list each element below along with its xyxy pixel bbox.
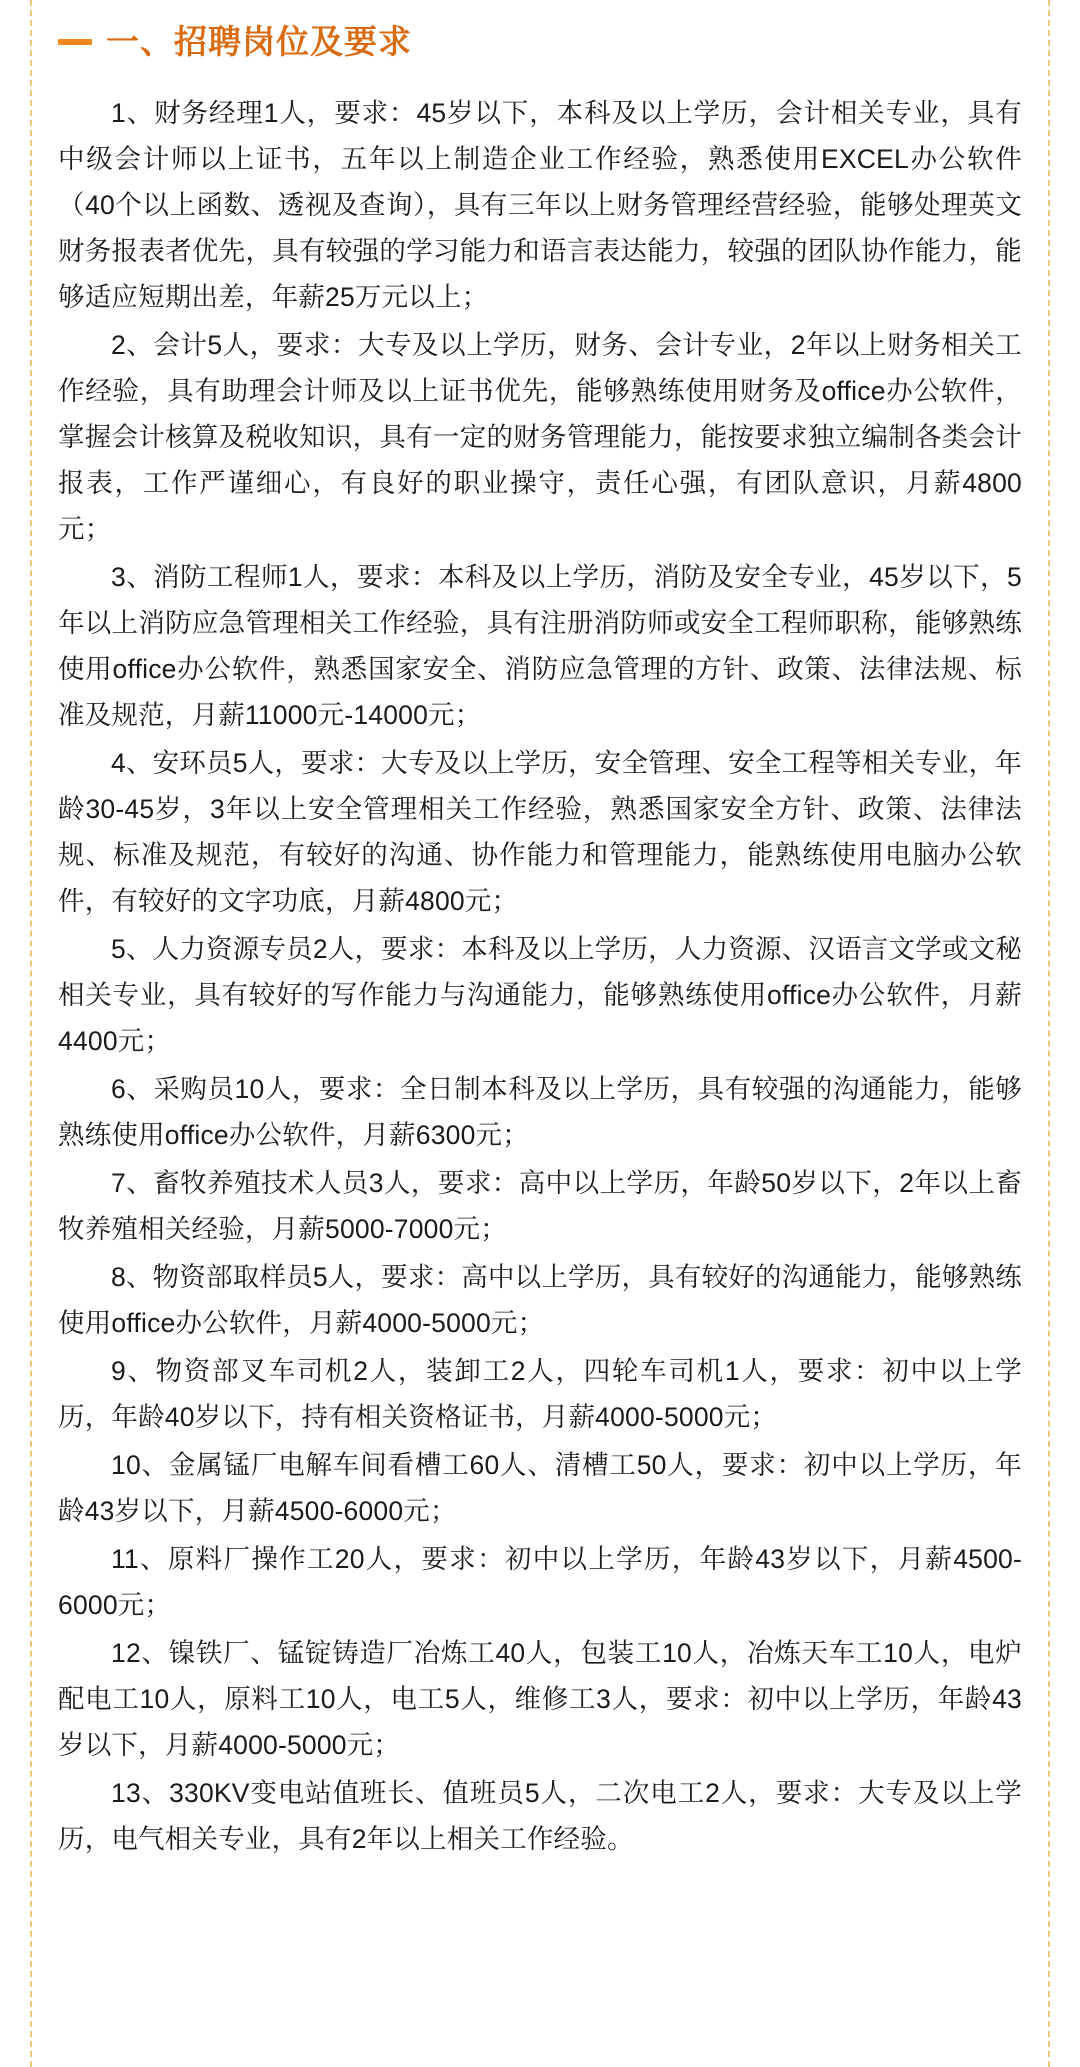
job-item: 5、人力资源专员2人，要求：本科及以上学历，人力资源、汉语言文学或文秘相关专业，具有较好的写作能力与沟通能力，能够熟练使用office办公软件，月薪4400元； bbox=[58, 933, 1022, 1056]
job-listing-body bbox=[58, 90, 1022, 1862]
job-item: 6、采购员10人，要求：全日制本科及以上学历，具有较强的沟通能力，能够熟练使用office办公软件，月薪6300元； bbox=[58, 1073, 1022, 1150]
job-item: 8、物资部取样员5人，要求：高中以上学历，具有较好的沟通能力，能够熟练使用office办公软件，月薪4000-5000元； bbox=[58, 1261, 1022, 1338]
job-item: 2、会计5人，要求：大专及以上学历，财务、会计专业，2年以上财务相关工作经验，具有助理会计师及以上证书优先，能够熟练使用财务及office办公软件，掌握会计核算及税收知识，具有一定的财务管理能力，能按要求独立编制各类会计报表，工作严谨细心，有良好的职业操守，责任心强，有团队意识，月薪4800元； bbox=[58, 329, 1022, 544]
job-item: 11、原料厂操作工20人，要求：初中以上学历，年龄43岁以下，月薪4500-6000元； bbox=[58, 1543, 1022, 1620]
job-item: 3、消防工程师1人，要求：本科及以上学历，消防及安全专业，45岁以下，5年以上消防应急管理相关工作经验，具有注册消防师或安全工程师职称，能够熟练使用office办公软件，熟悉国家安全、消防应急管理的方针、政策、法律法规、标准及规范，月薪11000元-14000元； bbox=[58, 561, 1022, 730]
job-item: 10、金属锰厂电解车间看槽工60人、清槽工50人，要求：初中以上学历，年龄43岁以下，月薪4500-6000元； bbox=[58, 1449, 1022, 1526]
job-item: 9、物资部叉车司机2人，装卸工2人，四轮车司机1人，要求：初中以上学历，年龄40岁以下，持有相关资格证书，月薪4000-5000元； bbox=[58, 1355, 1022, 1432]
job-item: 4、安环员5人，要求：大专及以上学历，安全管理、安全工程等相关专业，年龄30-45岁，3年以上安全管理相关工作经验，熟悉国家安全方针、政策、法律法规、标准及规范，有较好的沟通、协作能力和管理能力，能熟练使用电脑办公软件，有较好的文字功底，月薪4800元； bbox=[58, 747, 1022, 916]
page-title: 一、招聘岗位及要求 bbox=[106, 23, 412, 60]
job-item: 1、财务经理1人，要求：45岁以下，本科及以上学历，会计相关专业，具有中级会计师以上证书，五年以上制造企业工作经验，熟悉使用EXCEL办公软件（40个以上函数、透视及查询），具有三年以上财务管理经营经验，能够处理英文财务报表者优先，具有较强的学习能力和语言表达能力，较强的团队协作能力，能够适应短期出差，年薪25万元以上； bbox=[58, 97, 1022, 312]
job-item: 7、畜牧养殖技术人员3人，要求：高中以上学历，年龄50岁以下，2年以上畜牧养殖相关经验，月薪5000-7000元； bbox=[58, 1167, 1022, 1244]
job-item: 12、镍铁厂、锰锭铸造厂冶炼工40人，包装工10人，冶炼天车工10人，电炉配电工10人，原料工10人，电工5人，维修工3人，要求：初中以上学历，年龄43岁以下，月薪4000-5000元； bbox=[58, 1637, 1022, 1760]
job-item: 13、330KV变电站值班长、值班员5人，二次电工2人，要求：大专及以上学历，电气相关专业，具有2年以上相关工作经验。 bbox=[58, 1777, 1022, 1854]
heading-accent-bar bbox=[58, 39, 92, 45]
section-heading bbox=[58, 22, 1022, 62]
